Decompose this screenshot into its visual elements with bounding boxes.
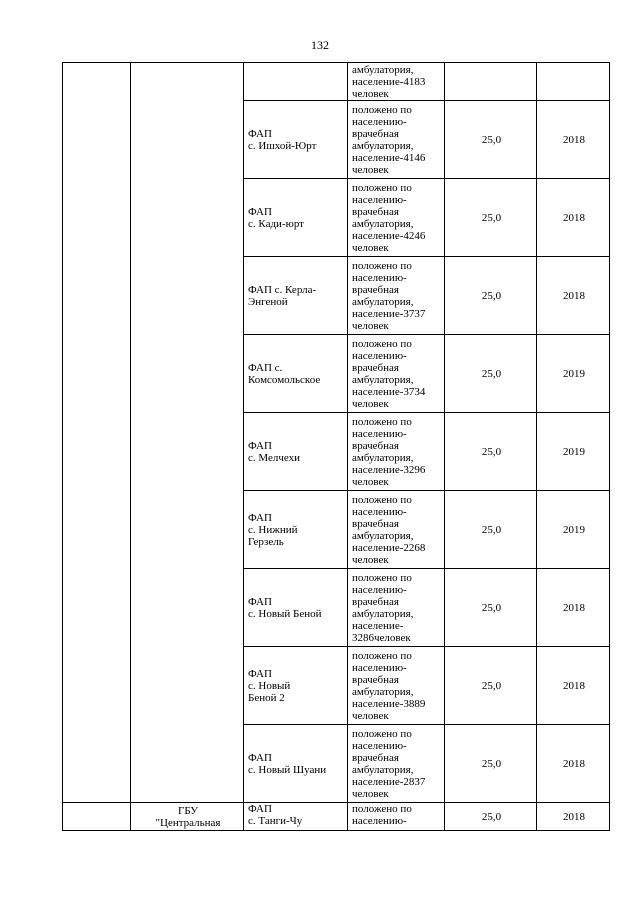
institution-cell xyxy=(131,803,244,831)
fap-name-cell xyxy=(244,491,348,569)
cell-line: человек xyxy=(352,319,389,332)
fap-name-cell xyxy=(244,179,348,257)
cell-line: ФАП xyxy=(248,667,272,680)
value-cell: 25,0 xyxy=(445,725,537,803)
cell-line: ФАП xyxy=(248,595,272,608)
note-cell xyxy=(348,63,445,101)
cell-line: человек xyxy=(352,87,389,100)
cell-line: врачебная xyxy=(352,517,399,530)
cell-line: с. Кади-юрт xyxy=(248,217,304,230)
year-cell: 2018 xyxy=(537,647,610,725)
cell-line: врачебная xyxy=(352,673,399,686)
cell-line: Беной 2 xyxy=(248,691,285,704)
year-cell: 2019 xyxy=(537,335,610,413)
cell-line: население-3734 xyxy=(352,385,426,398)
cell-line: население-4246 xyxy=(352,229,426,242)
cell-line: человек xyxy=(352,241,389,254)
cell-line: амбулатория, xyxy=(352,295,414,308)
cell-line: амбулатория, xyxy=(352,607,414,620)
note-cell xyxy=(348,179,445,257)
cell-line: население-2268 xyxy=(352,541,426,554)
cell-line: врачебная xyxy=(352,361,399,374)
cell-line: с. Мелчехи xyxy=(248,451,301,464)
note-cell xyxy=(348,647,445,725)
year-cell: 2018 xyxy=(537,101,610,179)
value-cell: 25,0 xyxy=(445,257,537,335)
cell-line: ФАП xyxy=(248,803,272,815)
cell-line: Энгеной xyxy=(248,295,288,308)
cell-line: амбулатория, xyxy=(352,139,414,152)
cell-line: положено по xyxy=(352,803,412,815)
cell-line: ФАП xyxy=(248,127,272,140)
cell-line: Герзель xyxy=(248,535,284,548)
value-cell: 25,0 xyxy=(445,569,537,647)
cell-line: с. Нижний xyxy=(248,523,298,536)
cell-line: население-2837 xyxy=(352,775,426,788)
cell-line: положено по xyxy=(352,103,412,116)
cell-line: с. Ишхой-Юрт xyxy=(248,139,317,152)
cell-line: врачебная xyxy=(352,205,399,218)
cell-line: врачебная xyxy=(352,283,399,296)
cell-line: человек xyxy=(352,475,389,488)
cell-line: ФАП xyxy=(248,205,272,218)
cell-line: с. Новый Шуани xyxy=(248,763,327,776)
cell-line: население-3296 xyxy=(352,463,426,476)
cell-line: амбулатория, xyxy=(352,685,414,698)
cell-line: амбулатория, xyxy=(352,217,414,230)
cell-line: амбулатория, xyxy=(352,763,414,776)
cell-line: амбулатория, xyxy=(352,63,414,76)
cell-line: ФАП с. Керла- xyxy=(248,283,317,296)
fap-name-cell xyxy=(244,257,348,335)
year-cell: 2018 xyxy=(537,803,610,831)
cell-line: врачебная xyxy=(352,127,399,140)
cell-line: положено по xyxy=(352,571,412,584)
note-cell xyxy=(348,491,445,569)
cell-line: положено по xyxy=(352,259,412,272)
fap-name-cell xyxy=(244,63,348,101)
table-row xyxy=(63,803,610,831)
year-cell: 2019 xyxy=(537,491,610,569)
note-cell xyxy=(348,569,445,647)
cell-line: населению- xyxy=(352,739,407,752)
cell-line: населению- xyxy=(352,583,407,596)
cell-line: ФАП xyxy=(248,439,272,452)
fap-name-cell xyxy=(244,101,348,179)
cell-line: положено по xyxy=(352,415,412,428)
value-cell: 25,0 xyxy=(445,179,537,257)
value-cell xyxy=(445,63,537,101)
value-cell: 25,0 xyxy=(445,413,537,491)
cell-line: с. Танги-Чу xyxy=(248,815,303,827)
value-cell: 25,0 xyxy=(445,647,537,725)
fap-name-cell xyxy=(244,647,348,725)
cell-line: 3286человек xyxy=(352,631,411,644)
cell-line: население- xyxy=(352,619,404,632)
cell-line: населению- xyxy=(352,271,407,284)
cell-line: положено по xyxy=(352,727,412,740)
year-cell: 2018 xyxy=(537,725,610,803)
value-cell: 25,0 xyxy=(445,491,537,569)
cell-line: население-3889 xyxy=(352,697,426,710)
cell-line: ФАП xyxy=(248,511,272,524)
year-cell xyxy=(537,63,610,101)
cell-line: "Центральная xyxy=(155,816,221,829)
cell-line: ФАП xyxy=(248,751,272,764)
cell-line: населению- xyxy=(352,815,407,827)
cell-line: амбулатория, xyxy=(352,451,414,464)
cell-line: населению- xyxy=(352,505,407,518)
table-body xyxy=(63,63,610,831)
empty-cell xyxy=(63,803,131,831)
note-cell xyxy=(348,725,445,803)
cell-line: населению- xyxy=(352,193,407,206)
cell-line: врачебная xyxy=(352,595,399,608)
value-cell: 25,0 xyxy=(445,803,537,831)
value-cell: 25,0 xyxy=(445,101,537,179)
cell-line: население-4146 xyxy=(352,151,426,164)
fap-name-cell xyxy=(244,803,348,831)
note-cell xyxy=(348,803,445,831)
cell-line: населению- xyxy=(352,427,407,440)
fap-name-cell xyxy=(244,725,348,803)
cell-line: амбулатория, xyxy=(352,529,414,542)
cell-line: врачебная xyxy=(352,439,399,452)
cell-line: население-4183 xyxy=(352,75,426,88)
empty-cell xyxy=(63,63,131,803)
cell-line: положено по xyxy=(352,337,412,350)
cell-line: человек xyxy=(352,787,389,800)
cell-line: ФАП с. xyxy=(248,361,283,374)
note-cell xyxy=(348,257,445,335)
cell-line: человек xyxy=(352,397,389,410)
year-cell: 2019 xyxy=(537,413,610,491)
document-table xyxy=(62,62,610,831)
cell-line: населению- xyxy=(352,349,407,362)
cell-line: человек xyxy=(352,709,389,722)
cell-line: с. Новый xyxy=(248,679,291,692)
cell-line: ГБУ xyxy=(177,804,199,817)
cell-line: с. Новый Беной xyxy=(248,607,322,620)
cell-line: врачебная xyxy=(352,751,399,764)
cell-line: населению- xyxy=(352,661,407,674)
cell-line: население-3737 xyxy=(352,307,426,320)
year-cell: 2018 xyxy=(537,569,610,647)
cell-line: Комсомольское xyxy=(248,373,321,386)
cell-line: положено по xyxy=(352,181,412,194)
cell-line: положено по xyxy=(352,649,412,662)
note-cell xyxy=(348,335,445,413)
page-number: 132 xyxy=(311,38,329,52)
note-cell xyxy=(348,413,445,491)
cell-line: населению- xyxy=(352,115,407,128)
cell-line: положено по xyxy=(352,493,412,506)
cell-line: человек xyxy=(352,553,389,566)
value-cell: 25,0 xyxy=(445,335,537,413)
institution-cell xyxy=(131,63,244,803)
cell-line: человек xyxy=(352,163,389,176)
cell-line: амбулатория, xyxy=(352,373,414,386)
table-row xyxy=(63,63,610,101)
year-cell: 2018 xyxy=(537,179,610,257)
fap-name-cell xyxy=(244,335,348,413)
fap-name-cell xyxy=(244,413,348,491)
note-cell xyxy=(348,101,445,179)
fap-name-cell xyxy=(244,569,348,647)
year-cell: 2018 xyxy=(537,257,610,335)
